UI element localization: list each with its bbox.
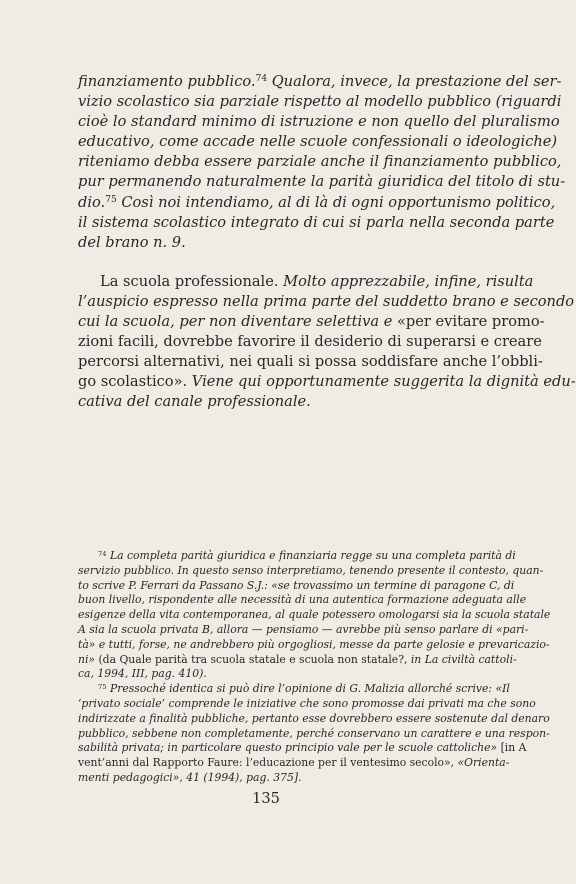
text-run: finanziamento pubblico. — [78, 73, 256, 90]
text-run: pubblico, sebbene non completamente, perché conservano un carattere e una respon- — [78, 726, 550, 740]
footnote — [78, 549, 551, 682]
text-run: del brano n. 9. — [78, 233, 186, 251]
text-run: «per evitare promo- — [397, 313, 545, 331]
text-line — [78, 392, 494, 412]
text-run: cui la scuola, per non diventare selettiva e — [78, 313, 397, 331]
text-run: Qualora, invece, la prestazione del ser- — [267, 73, 562, 90]
text-line — [78, 112, 560, 132]
text-line — [78, 213, 555, 233]
text-run: vent’anni dal Rapporto Faure: l’educazione per il ventesimo secolo», — [78, 756, 458, 770]
text-line — [78, 193, 556, 213]
text-run: Molto apprezzabile, infine, risulta — [283, 272, 534, 290]
footnote-marker: 75 — [98, 682, 107, 691]
text-line — [78, 72, 562, 92]
text-run: Viene qui opportunamente suggerita la dignità edu- — [191, 373, 576, 391]
text-line — [78, 741, 527, 756]
main-text — [78, 72, 576, 413]
text-line — [78, 771, 496, 786]
text-run: l’auspicio espresso nella prima parte del suddetto brano e secondo — [78, 292, 575, 310]
text-run: buon livello, rispondente alle necessità di una autentica formazione adeguata alle — [78, 593, 527, 607]
text-run: il sistema scolastico integrato di cui si parla nella seconda parte — [78, 213, 555, 231]
text-run: servizio pubblico. In questo senso interpretiamo, tenendo presente il contesto, quan- — [78, 563, 544, 577]
text-run: vizio scolastico sia parziale rispetto al modello pubblico (riguardi — [78, 93, 562, 111]
footnote-marker: 74 — [98, 549, 107, 558]
text-run: percorsi alternativi, nei quali si possa soddisfare anche l’obbli- — [78, 353, 543, 371]
text-run: ca, 1994, III, pag. 410). — [78, 667, 207, 681]
paragraph-public-funding — [78, 72, 566, 253]
text-line — [78, 233, 494, 253]
text-line — [78, 272, 534, 292]
text-line — [78, 593, 527, 608]
text-line — [78, 696, 536, 712]
text-line — [78, 549, 516, 564]
text-run: [in A — [500, 741, 527, 755]
text-line — [78, 563, 544, 579]
text-line — [78, 711, 550, 727]
text-line — [78, 578, 515, 594]
text-line — [78, 652, 517, 668]
text-line — [78, 756, 510, 771]
text-run: esigenze della vita contemporanea, al quale potessero omologarsi sia la scuola statale — [78, 608, 551, 622]
text-line — [78, 608, 551, 623]
text-run: go scolastico». — [78, 373, 192, 391]
text-run: La scuola professionale. — [100, 272, 284, 290]
text-run: ‘privato sociale’ comprende le iniziative che sono promosse dai privati ma che sono — [78, 696, 536, 710]
text-line — [78, 132, 558, 152]
text-line — [78, 312, 545, 332]
text-line — [78, 292, 575, 312]
text-line — [78, 92, 562, 112]
text-line — [78, 372, 576, 392]
text-line — [78, 726, 550, 742]
text-line — [78, 622, 529, 638]
footnote-marker: 74 — [255, 74, 268, 85]
text-run: La completa parità giuridica e finanziaria regge su una completa parità di — [106, 549, 516, 562]
page-number: 135 — [252, 790, 280, 807]
text-run: A sia la scuola privata B, allora — pensiamo — avrebbe più senso parlare di «pari- — [78, 622, 529, 636]
text-run: menti pedagogici», 41 (1994), pag. 375]. — [78, 770, 302, 784]
text-run: cativa del canale professionale. — [78, 393, 311, 411]
text-line — [78, 332, 542, 352]
text-run: in La civiltà cattoli- — [410, 652, 517, 666]
text-line — [78, 682, 510, 697]
text-run: to scrive P. Ferrari da Passano S.J.: «se trovassimo un termine di paragone C, di — [78, 578, 515, 592]
text-run: tà» e tutti, forse, ne andrebbero più orgogliosi, messe da parte gelosie e prevaricazio- — [78, 637, 550, 651]
text-line — [78, 172, 566, 192]
text-run: sabilità privata; in particolare questo principio vale per le scuole cattoliche» — [78, 741, 501, 755]
text-run: educativo, come accade nelle scuole confessionali o ideologiche) — [78, 133, 558, 151]
footnotes — [78, 549, 551, 786]
text-line — [78, 667, 496, 682]
text-run: (da Quale parità tra scuola statale e scuola non statale?, — [98, 652, 411, 666]
text-run: ni» — [78, 652, 99, 666]
text-run: zioni facili, dovrebbe favorire il desiderio di superarsi e creare — [78, 333, 542, 351]
text-run: cioè lo standard minimo di istruzione e non quello del pluralismo — [78, 113, 560, 131]
text-run: Pressoché identica si può dire l’opinione di G. Malizia allorché scrive: «Il — [106, 682, 510, 696]
paragraph-professional-school — [78, 272, 576, 413]
text-run: «Orienta- — [457, 756, 510, 770]
footnote — [78, 682, 550, 786]
text-line — [78, 152, 562, 172]
text-line — [78, 637, 550, 653]
footnote-marker: 75 — [105, 195, 117, 206]
text-run: pur permanendo naturalmente la parità giuridica del titolo di stu- — [78, 173, 566, 191]
text-line — [78, 352, 543, 372]
text-run: indirizzate a finalità pubbliche, pertanto esse dovrebbero essere sostenute dal denaro — [78, 711, 550, 725]
text-run: Così noi intendiamo, al di là di ogni opportunismo politico, — [116, 193, 556, 211]
text-run: dio. — [78, 193, 106, 211]
text-run: riteniamo debba essere parziale anche il finanziamento pubblico, — [78, 153, 562, 171]
